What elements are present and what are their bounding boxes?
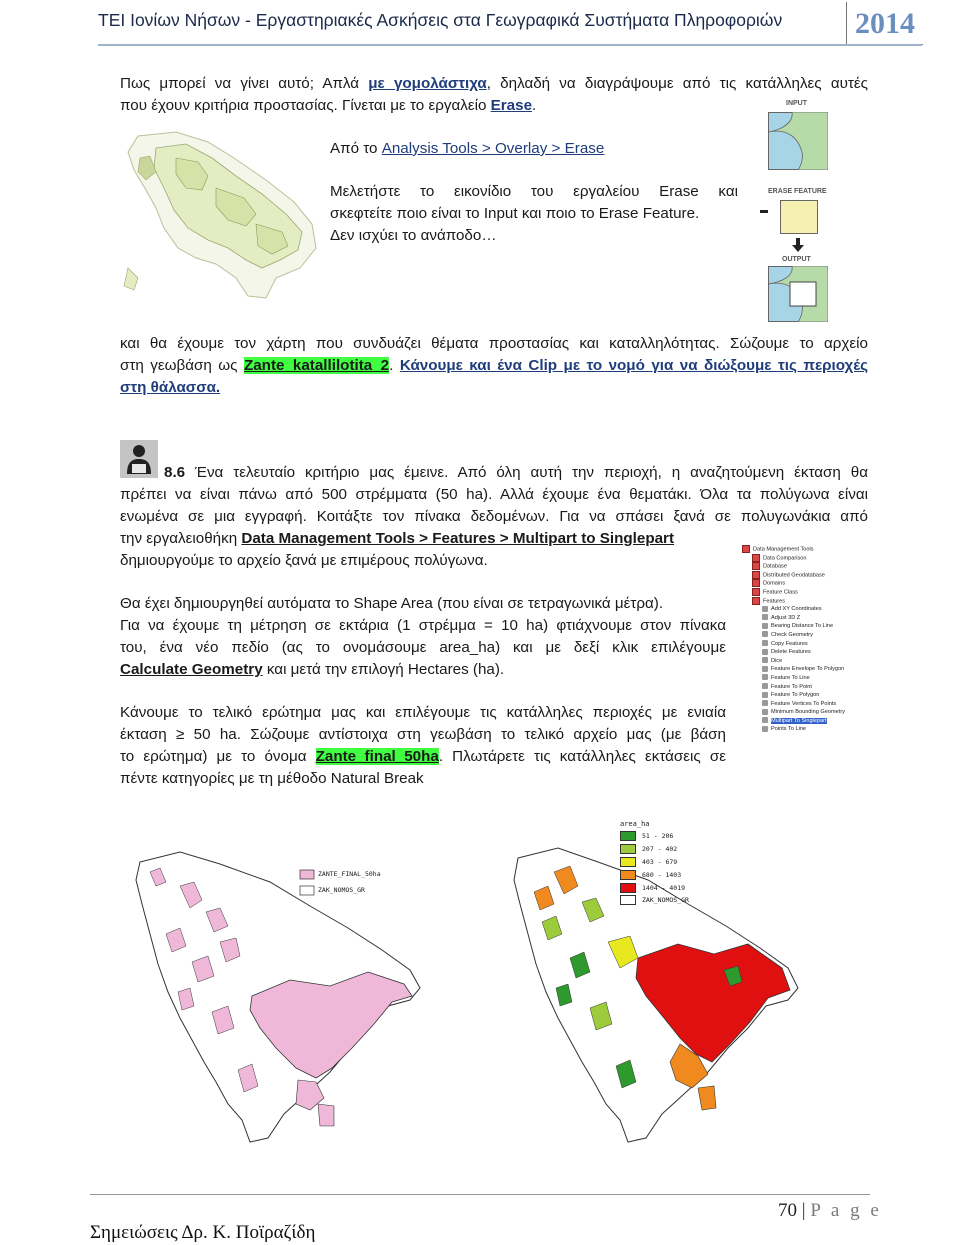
tool-hammer-icon [762, 709, 768, 715]
combine-text: και θα έχουμε τον χάρτη που συνδυάζει θέματα προστασίας και καταλληλότητας. Σώζουμε το αρχείο [120, 335, 868, 352]
toolbox-folder-icon [752, 571, 760, 579]
page-number [778, 1200, 882, 1222]
legend-class-row [620, 857, 720, 867]
combine-text: . [389, 357, 400, 374]
toolbox-item-label: Feature Vertices To Points [771, 700, 837, 707]
combine-text: στη γεωβάση ως [120, 357, 244, 374]
toolbox-item[interactable] [742, 614, 858, 623]
toolbox-folder-icon [752, 588, 760, 596]
header-title: ΤΕΙ Ιονίων Νήσων - Εργαστηριακές Ασκήσεις στα Γεωγραφικά Συστήματα Πληροφοριών [98, 10, 783, 30]
query-text: . Πλωτάρετε τις κατάλληλες εκτάσεις σε [438, 748, 726, 765]
toolbox-folder-icon [752, 562, 760, 570]
legend-nomos-label: ZAK_NOMOS_GR [642, 896, 689, 904]
tool-hammer-icon [762, 649, 768, 655]
toolbox-item[interactable] [742, 562, 858, 571]
toolbox-item[interactable] [742, 691, 858, 700]
data-management-path: Data Management Tools > Features > Multipart to Singlepart [241, 530, 675, 547]
zante-suitability-map [116, 128, 324, 308]
calculate-geometry-term: Calculate Geometry [120, 661, 263, 678]
toolbox-folder-icon [742, 545, 750, 553]
tool-hammer-icon [762, 683, 768, 689]
legend-class-row [620, 883, 720, 893]
toolbox-item-label: Multipart To Singlepart [771, 717, 827, 724]
legend-swatch [620, 844, 636, 854]
toolbox-item-label: Data Comparison [763, 555, 807, 562]
legend-nomos: ZAK_NOMOS_GR [318, 886, 365, 894]
toolbox-item[interactable] [742, 717, 858, 726]
map-final-50ha [120, 842, 470, 1172]
toolbox-item[interactable] [742, 597, 858, 606]
tool-hammer-icon [762, 657, 768, 663]
input-polygon-icon [768, 112, 828, 170]
minus-sign-icon [760, 210, 768, 213]
area-paragraph [120, 593, 726, 681]
query-text: πέντε κατηγορίες με τη μέθοδο Natural Break [120, 770, 424, 787]
toolbox-item-label: Feature To Point [771, 683, 812, 690]
toolbox-item-label: Add XY Coordinates [771, 606, 822, 613]
toolbox-item-label: Copy Features [771, 640, 808, 647]
toolbox-item-label: Database [763, 563, 787, 570]
input-label: INPUT [786, 100, 807, 107]
header-year: 2014 [846, 2, 923, 45]
erase-tool-name: Erase [490, 97, 533, 114]
toolbox-item[interactable] [742, 708, 858, 717]
output-polygon-icon [768, 266, 828, 322]
clip-instruction: στη θάλασσα. [120, 379, 221, 396]
query-text: έκταση ≥ 50 ha. Σώζουμε αντίστοιχα στη γεωβάση το τελικό αρχείο μας (με βάση [120, 726, 726, 743]
footer-notes: Σημειώσεις Δρ. Κ. Ποϊραζίδη [90, 1222, 316, 1243]
section-text: Ένα τελευταίο κριτήριο μας έμεινε. Από όλη αυτή την περιοχή, η αναζητούμενη έκταση θα [185, 464, 868, 481]
area-text: Για να έχουμε τη μέτρηση σε εκτάρια (1 στρέμμα = 10 ha) φτιάχνουμε στον πίνακα [120, 617, 726, 634]
query-paragraph [120, 702, 726, 790]
clip-instruction: Κάνουμε και ένα Clip με το νομό για να διώξουμε τις περιοχές [399, 357, 868, 374]
erase-text: Δεν ισχύει το ανάποδο… [330, 227, 497, 244]
tool-hammer-icon [762, 692, 768, 698]
intro-text: που έχουν κριτήρια προστασίας. Γίνεται με το εργαλείο [120, 97, 491, 114]
intro-text: . [532, 97, 537, 114]
intro-text: Πως μπορεί να γίνει αυτό; Απλά [120, 75, 369, 92]
final-filename-highlight: Zante_final_50ha [315, 748, 439, 765]
eraser-term: με γομολάστιχα [368, 75, 487, 92]
section-text: την εργαλειοθήκη [120, 530, 242, 547]
tool-hammer-icon [762, 700, 768, 706]
toolbox-item-label: Feature To Polygon [771, 692, 820, 699]
output-label: OUTPUT [782, 256, 811, 263]
legend-class-label: 207 - 402 [642, 845, 678, 853]
toolbox-item-label: Feature Class [763, 589, 798, 596]
analysis-tools-path: Analysis Tools > Overlay > Erase [381, 140, 605, 157]
legend-class-row [620, 844, 720, 854]
legend-swatch [620, 883, 636, 893]
legend-title: area_ha [620, 820, 650, 828]
combine-paragraph [120, 333, 868, 399]
intro-text: , δηλαδή να διαγράψουμε από τις κατάλληλες αυτές [486, 75, 868, 92]
legend-swatch [620, 831, 636, 841]
toolbox-item[interactable] [742, 579, 858, 588]
section-text: δημιουργούμε το αρχείο ξανά με επιμέρους πολύγωνα. [120, 552, 488, 569]
toolbox-item[interactable] [742, 683, 858, 692]
toolbox-item[interactable] [742, 665, 858, 674]
toolbox-item-label: Delete Features [771, 649, 811, 656]
tool-hammer-icon [762, 666, 768, 672]
legend-swatch [620, 870, 636, 880]
arrow-down-icon [792, 238, 804, 252]
erase-path-line [330, 138, 604, 160]
output-filename-highlight: Zante_katallilotita_2 [243, 357, 390, 374]
toolbox-item[interactable] [742, 648, 858, 657]
erase-text: σκεφτείτε ποιο είναι το Input και ποιο το Erase Feature. [330, 205, 700, 222]
area-text: του, ένα νέο πεδίο (ας το ονομάσουμε area_ha) και με δεξί κλικ επιλέγουμε [120, 639, 726, 656]
legend-class-label: 680 - 1403 [642, 871, 682, 879]
toolbox-item[interactable] [742, 700, 858, 709]
toolbox-item-label: Feature Envelope To Polygon [771, 666, 845, 673]
erase-feature-label: ERASE FEATURE [768, 188, 827, 195]
legend-swatch [620, 857, 636, 867]
legend-area-ha [620, 820, 720, 905]
page-separator: | [801, 1200, 806, 1221]
toolbox-item[interactable] [742, 588, 858, 597]
erase-tool-diagram [760, 100, 832, 322]
page-word: P a g e [810, 1200, 882, 1221]
toolbox-item[interactable] [742, 545, 858, 554]
tool-hammer-icon [762, 623, 768, 629]
arctoolbox-tree [742, 545, 858, 755]
toolbox-folder-icon [752, 597, 760, 605]
intro-paragraph [120, 73, 868, 117]
toolbox-item-label: Feature To Line [771, 674, 810, 681]
tool-hammer-icon [762, 606, 768, 612]
toolbox-item[interactable] [742, 622, 858, 631]
toolbox-item[interactable] [742, 571, 858, 580]
toolbox-item-label: Distributed Geodatabase [763, 572, 825, 579]
section-number: 8.6 [164, 464, 186, 481]
erase-text: Από το [330, 140, 382, 157]
legend-final-50ha: ZANTE_FINAL_50ha [318, 870, 381, 878]
section-text: ενωμένα σε μια εγγραφή. Κοιτάξτε τον πίνακα δεδομένων. Για να σπάσει ξανά σε πολυγωνάκια από [120, 508, 868, 525]
section-text: πρέπει να είναι πάνω από 500 στρέμματα (50 ha). Αλλά έχουμε ένα θεματάκι. Όλα τα πολύγωνα είναι [120, 486, 868, 503]
erase-instructions [330, 181, 738, 247]
toolbox-item-label: Features [763, 598, 786, 605]
tool-hammer-icon [762, 614, 768, 620]
erase-feature-icon [780, 200, 818, 234]
tool-hammer-icon [762, 674, 768, 680]
toolbox-item-label: Check Geometry [771, 631, 813, 638]
tool-hammer-icon [762, 631, 768, 637]
query-text: Κάνουμε το τελικό ερώτημα μας και επιλέγουμε τις κατάλληλες περιοχές με ενιαία [120, 704, 726, 721]
toolbox-folder-icon [752, 554, 760, 562]
tool-hammer-icon [762, 717, 768, 723]
toolbox-item-label: Domains [763, 580, 786, 587]
toolbox-item[interactable] [742, 605, 858, 614]
legend-class-label: 1404 - 4019 [642, 884, 686, 892]
toolbox-item[interactable] [742, 631, 858, 640]
tool-hammer-icon [762, 640, 768, 646]
legend-class-label: 51 - 206 [642, 832, 674, 840]
toolbox-item[interactable] [742, 674, 858, 683]
toolbox-item[interactable] [742, 640, 858, 649]
toolbox-item-label: Minimum Bounding Geometry [771, 709, 845, 716]
query-text: το ερώτημα) με το όνομα [120, 748, 316, 765]
legend-swatch-nomos [620, 895, 636, 905]
area-text: Θα έχει δημιουργηθεί αυτόματα το Shape Area (που είναι σε τετραγωνικά μέτρα). [120, 595, 664, 612]
area-text: και μετά την επιλογή Hectares (ha). [262, 661, 505, 678]
toolbox-item-label: Points To Line [771, 726, 807, 733]
toolbox-item[interactable] [742, 725, 858, 734]
toolbox-item-label: Bearing Distance To Line [771, 623, 834, 630]
toolbox-item-label: Data Management Tools [753, 546, 814, 553]
toolbox-item[interactable] [742, 554, 858, 563]
legend-class-row [620, 831, 720, 841]
toolbox-item-label: Dice [771, 657, 783, 664]
toolbox-item[interactable] [742, 657, 858, 666]
tool-hammer-icon [762, 726, 768, 732]
page-number-value: 70 [778, 1200, 797, 1221]
erase-text: Μελετήστε το εικονίδιο του εργαλείου Erase και [330, 183, 738, 200]
legend-class-label: 403 - 679 [642, 858, 678, 866]
footer-divider [90, 1194, 870, 1195]
header-divider [98, 44, 922, 46]
toolbox-folder-icon [752, 579, 760, 587]
toolbox-item-label: Adjust 3D Z [771, 614, 801, 621]
legend-class-row [620, 870, 720, 880]
